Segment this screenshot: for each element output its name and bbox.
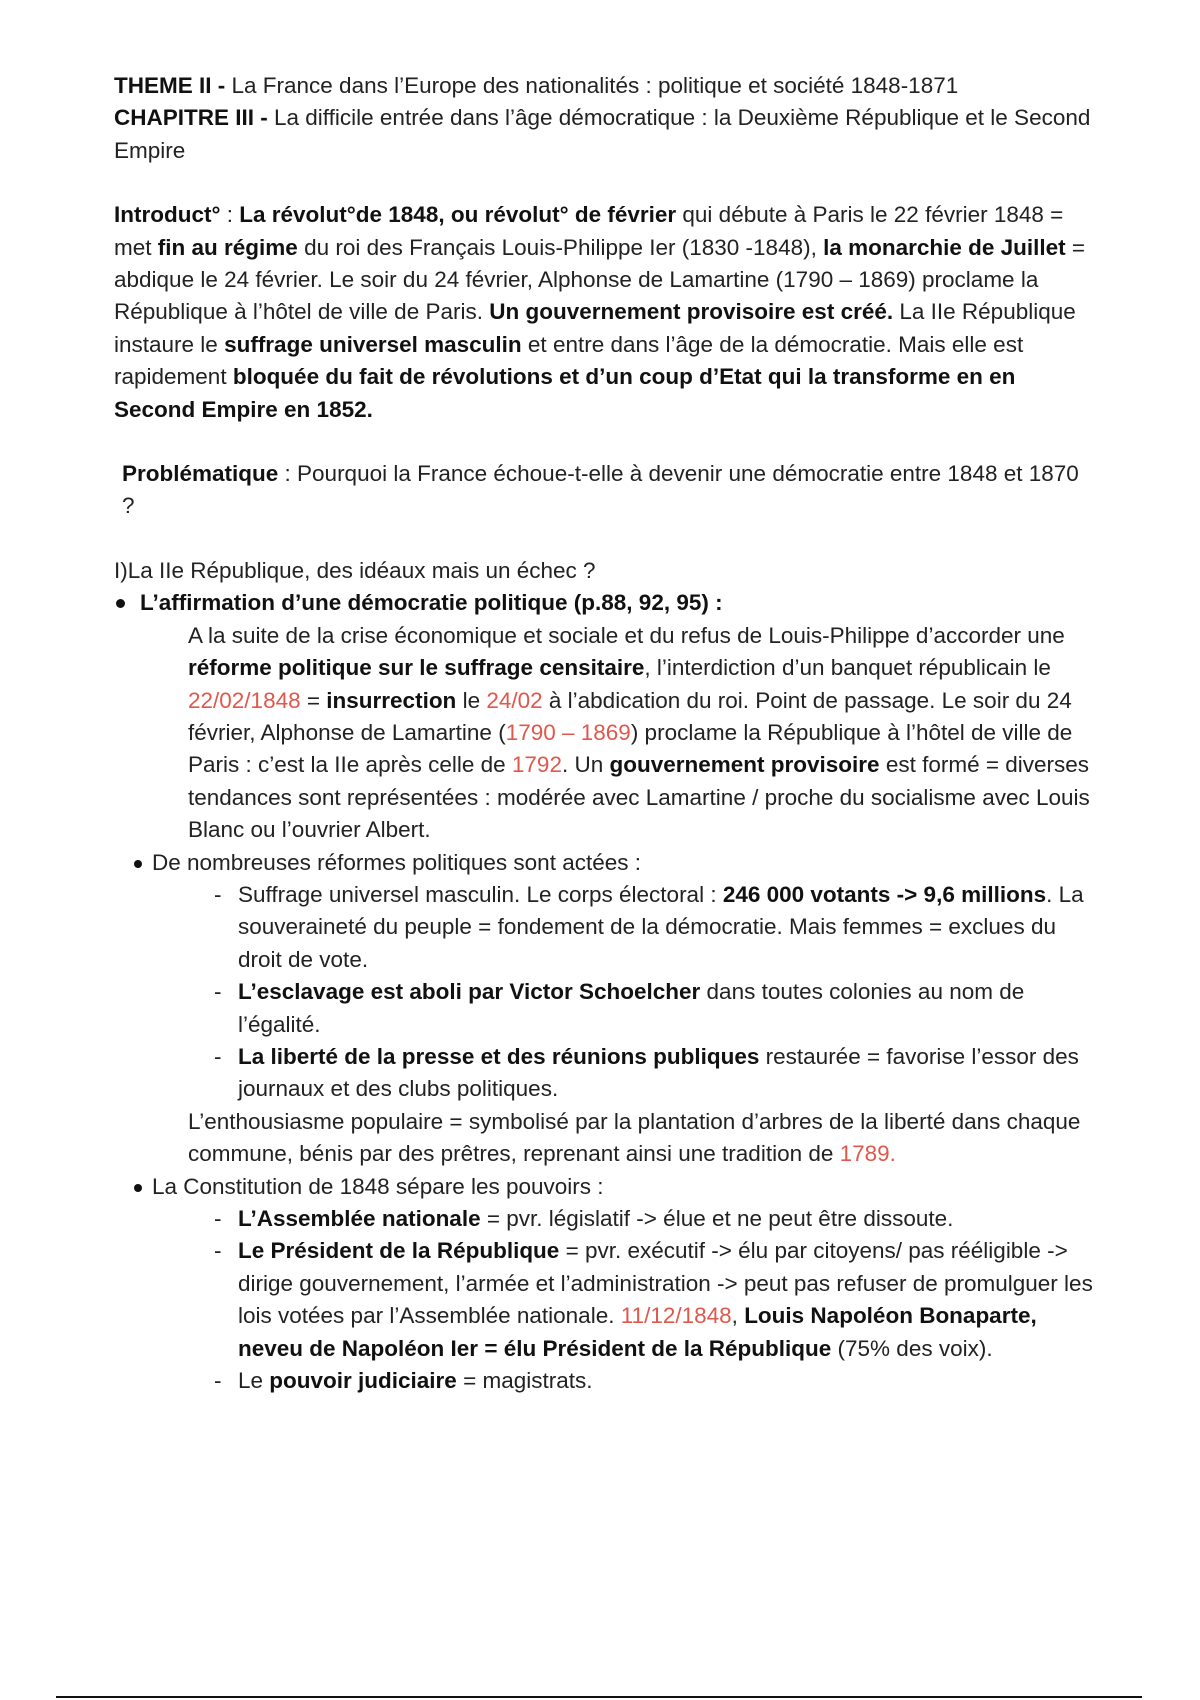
theme-line: THEME II - La France dans l’Europe des nationalités : politique et société 1848-1871: [114, 73, 959, 98]
bullet-affirmation: [114, 587, 1094, 619]
bullet-icon: [134, 1184, 142, 1192]
dash-icon: -: [214, 979, 222, 1005]
theme-label: THEME II -: [114, 73, 226, 98]
dash-item-judiciaire: - Le pouvoir judiciaire = magistrats.: [114, 1365, 1094, 1397]
bullet-icon: [134, 860, 142, 868]
dash-item-suffrage: - Suffrage universel masculin. Le corps électoral : 246 000 votants -> 9,6 millions. La souveraineté du peuple = fondement de la démocratie. Mais femmes = exclues du droit de vote.: [114, 879, 1094, 976]
document-page: [114, 70, 1094, 1397]
enthusiasm-paragraph: L’enthousiasme populaire = symbolisé par la plantation d’arbres de la liberté dans chaque commune, bénis par des prêtres, reprenant ainsi une tradition de 1789.: [188, 1108, 1081, 1167]
dash-icon: -: [214, 881, 222, 907]
affirmation-paragraph: A la suite de la crise économique et sociale et du refus de Louis-Philippe d’accorder une réforme politique sur le suffrage censitaire, l’interdiction d’un banquet républicain le 22/02/1848 = insurrection le 24/02 à l’abdication du roi. Point de passage. Le soir du 24 février, Alphonse de Lamartine (1790 – 1869) proclame la République à l’hôtel de ville de Paris : c’est la IIe après celle de 1792. Un gouvernement provisoire est formé = diverses tendances sont représentées : modérée avec Lamartine / proche du socialisme avec Louis Blanc ou l’ouvrier Albert.: [188, 622, 1090, 843]
section-title: I)La IIe République, des idéaux mais un échec ?: [114, 557, 596, 583]
chapter-line: CHAPITRE III - La difficile entrée dans l’âge démocratique : la Deuxième République et le Second Empire: [114, 105, 1091, 163]
problematique-paragraph: Problématique : Pourquoi la France échoue-t-elle à devenir une démocratie entre 1848 et 1870 ?: [122, 461, 1079, 519]
bullet-title: De nombreuses réformes politiques sont actées :: [152, 849, 641, 875]
page-bottom-rule: [56, 1696, 1142, 1698]
bullet-icon: [116, 599, 125, 608]
dash-icon: -: [214, 1043, 222, 1069]
bullet-constitution: [114, 1171, 1094, 1203]
introduction-paragraph: Introduct° : La révolut°de 1848, ou révolut° de février qui débute à Paris le 22 février 1848 = met fin au régime du roi des Français Louis-Philippe Ier (1830 -1848), la monarchie de Juillet = abdique le 24 février. Le soir du 24 février, Alphonse de Lamartine (1790 – 1869) proclame la République à l’hôtel de ville de Paris. Un gouvernement provisoire est créé. La IIe République instaure le suffrage universel masculin et entre dans l’âge de la démocratie. Mais elle est rapidement bloquée du fait de révolutions et d’un coup d’Etat qui la transforme en en Second Empire en 1852.: [114, 202, 1086, 422]
dash-icon: -: [214, 1238, 222, 1264]
bullet-title: La Constitution de 1848 sépare les pouvoirs :: [152, 1173, 604, 1199]
dash-icon: -: [214, 1206, 222, 1231]
dash-icon: -: [214, 1368, 222, 1394]
dash-item-presse: - La liberté de la presse et des réunions publiques restaurée = favorise l’essor des journaux et des clubs politiques.: [114, 1041, 1094, 1106]
dash-item-esclavage: - L’esclavage est aboli par Victor Schoelcher dans toutes colonies au nom de l’égalité.: [114, 976, 1094, 1041]
bullet-reformes: [114, 847, 1094, 879]
chapter-label: CHAPITRE III -: [114, 105, 268, 131]
bullet-title: L’affirmation d’une démocratie politique (p.88, 92, 95) :: [140, 590, 723, 616]
dash-item-assemblee: - L’Assemblée nationale = pvr. législatif -> élue et ne peut être dissoute.: [114, 1203, 1094, 1235]
dash-item-president: - Le Président de la République = pvr. exécutif -> élu par citoyens/ pas rééligible -> dirige gouvernement, l’armée et l’administration -> peut pas refuser de promulguer les lois votées par l’Assemblée nationale. 11/12/1848, Louis Napoléon Bonaparte, neveu de Napoléon Ier = élu Président de la République (75% des voix).: [114, 1235, 1094, 1365]
